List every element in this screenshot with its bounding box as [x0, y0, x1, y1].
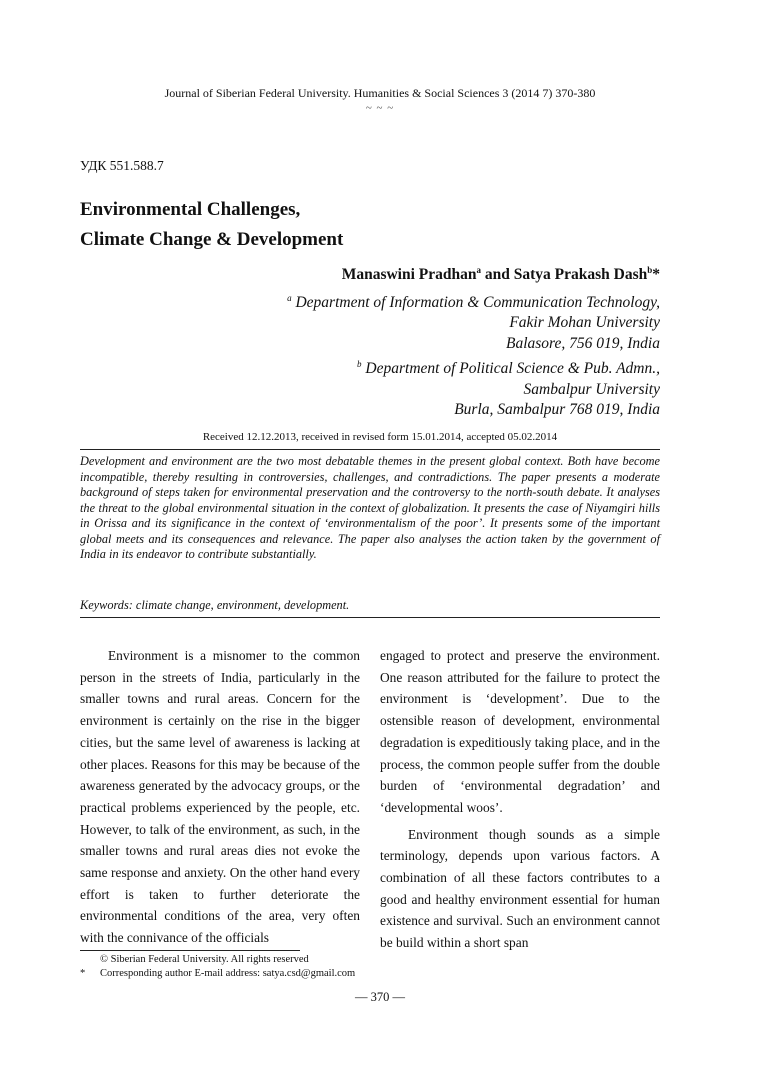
affil-b-line-2: Sambalpur University — [523, 380, 660, 398]
udk-code: УДК 551.588.7 — [80, 158, 164, 173]
body-column-right — [380, 645, 660, 954]
corresponding-star: * — [652, 266, 660, 284]
title-line-2: Climate Change & Development — [80, 229, 344, 250]
body-column-left — [80, 645, 360, 949]
paper-title — [80, 195, 343, 255]
body-paragraph: Environment though sounds as a simple terminology, depends upon various factors. A combination of all these factors contributes to a good and healthy environment essential for human existence and survival. Such an environment cannot be build within a short span — [380, 826, 660, 951]
affiliations — [287, 288, 660, 420]
footnote-copyright — [80, 954, 309, 965]
footnote-corresponding — [80, 968, 355, 979]
footnote-rule — [80, 950, 300, 951]
affil-b-sup: b — [357, 359, 362, 370]
affil-a-sup: a — [287, 293, 292, 303]
abstract-bottom-rule — [80, 617, 660, 618]
author-conj: and — [480, 266, 514, 284]
footnote-star: * — [80, 968, 86, 979]
affil-a-dept: Department of Information & Communication Technology, — [295, 294, 660, 312]
keywords: Keywords: climate change, environment, development. — [80, 598, 350, 612]
author-2: Satya Prakash Dash — [513, 266, 648, 284]
author-list — [342, 265, 660, 284]
copyright-text: © Siberian Federal University. All rights reserved — [100, 954, 309, 965]
corresponding-email: Corresponding author E-mail address: satya.csd@gmail.com — [100, 968, 356, 979]
title-line-1: Environmental Challenges, — [80, 199, 301, 220]
affil-a-line-1 — [287, 288, 660, 313]
author-2-sup: b — [647, 265, 653, 275]
affil-b-line-1 — [287, 354, 660, 379]
body-paragraph: Environment is a misnomer to the common person in the streets of India, particularly in the smaller towns and rural areas. Concern for the environment is certainly on the rise in the bigger cities, but the same level of awareness is lacking at other places. Reasons for this may be because of the awareness generated by the advocacy groups, or the practical problems experienced by the people, etc. However, to talk of the environment, as such, in the smaller towns and rural areas dies not evoke the same response and anxiety. On the other hand every effort is taken to further deteriorate the environmental conditions of the area, very often with the connivance of the officials — [80, 648, 360, 946]
author-1-sup: a — [476, 265, 481, 275]
page-number: — 370 — — [355, 990, 405, 1004]
body-paragraph: engaged to protect and preserve the environment. One reason attributed for the failure to protect the environment is ‘development’. Due to the ostensible reason of development, environmental degradation is expeditiously taking place, and in the process, the common people suffer from the double burden of ‘environmental degradation’ and ‘developmental woos’. — [380, 648, 660, 815]
journal-header: Journal of Siberian Federal University. Humanities & Social Sciences 3 (2014 7) 370-380 — [164, 86, 596, 100]
received-dates: Received 12.12.2013, received in revised form 15.01.2014, accepted 05.02.2014 — [202, 431, 558, 443]
abstract: Development and environment are the two most debatable themes in the present global context. Both have become incompatible, thereby resulting in controversies, challenges, and contradictions. The paper presents a moderate background of steps taken for environmental preservation and the controversy to the north-south debate. It analyses the threat to the global environmental situation in the context of globalization. It presents the case of Niyamgiri hills in Orissa and its significance in the context of ‘environmentalism of the poor’. It presents some of the important global meets and its consequences and relevance. The paper also analyses the action taken by the government of India in its endeavor to contribute substantially. — [80, 454, 660, 561]
affil-a-line-2: Fakir Mohan University — [509, 314, 660, 332]
affil-b-dept: Department of Political Science & Pub. Admn., — [365, 360, 660, 378]
affil-b-line-3: Burla, Sambalpur 768 019, India — [454, 400, 660, 418]
abstract-top-rule — [80, 449, 660, 450]
header-separator: ~ ~ ~ — [365, 102, 395, 114]
author-1: Manaswini Pradhan — [341, 266, 477, 284]
affil-a-line-3: Balasore, 756 019, India — [506, 334, 660, 352]
